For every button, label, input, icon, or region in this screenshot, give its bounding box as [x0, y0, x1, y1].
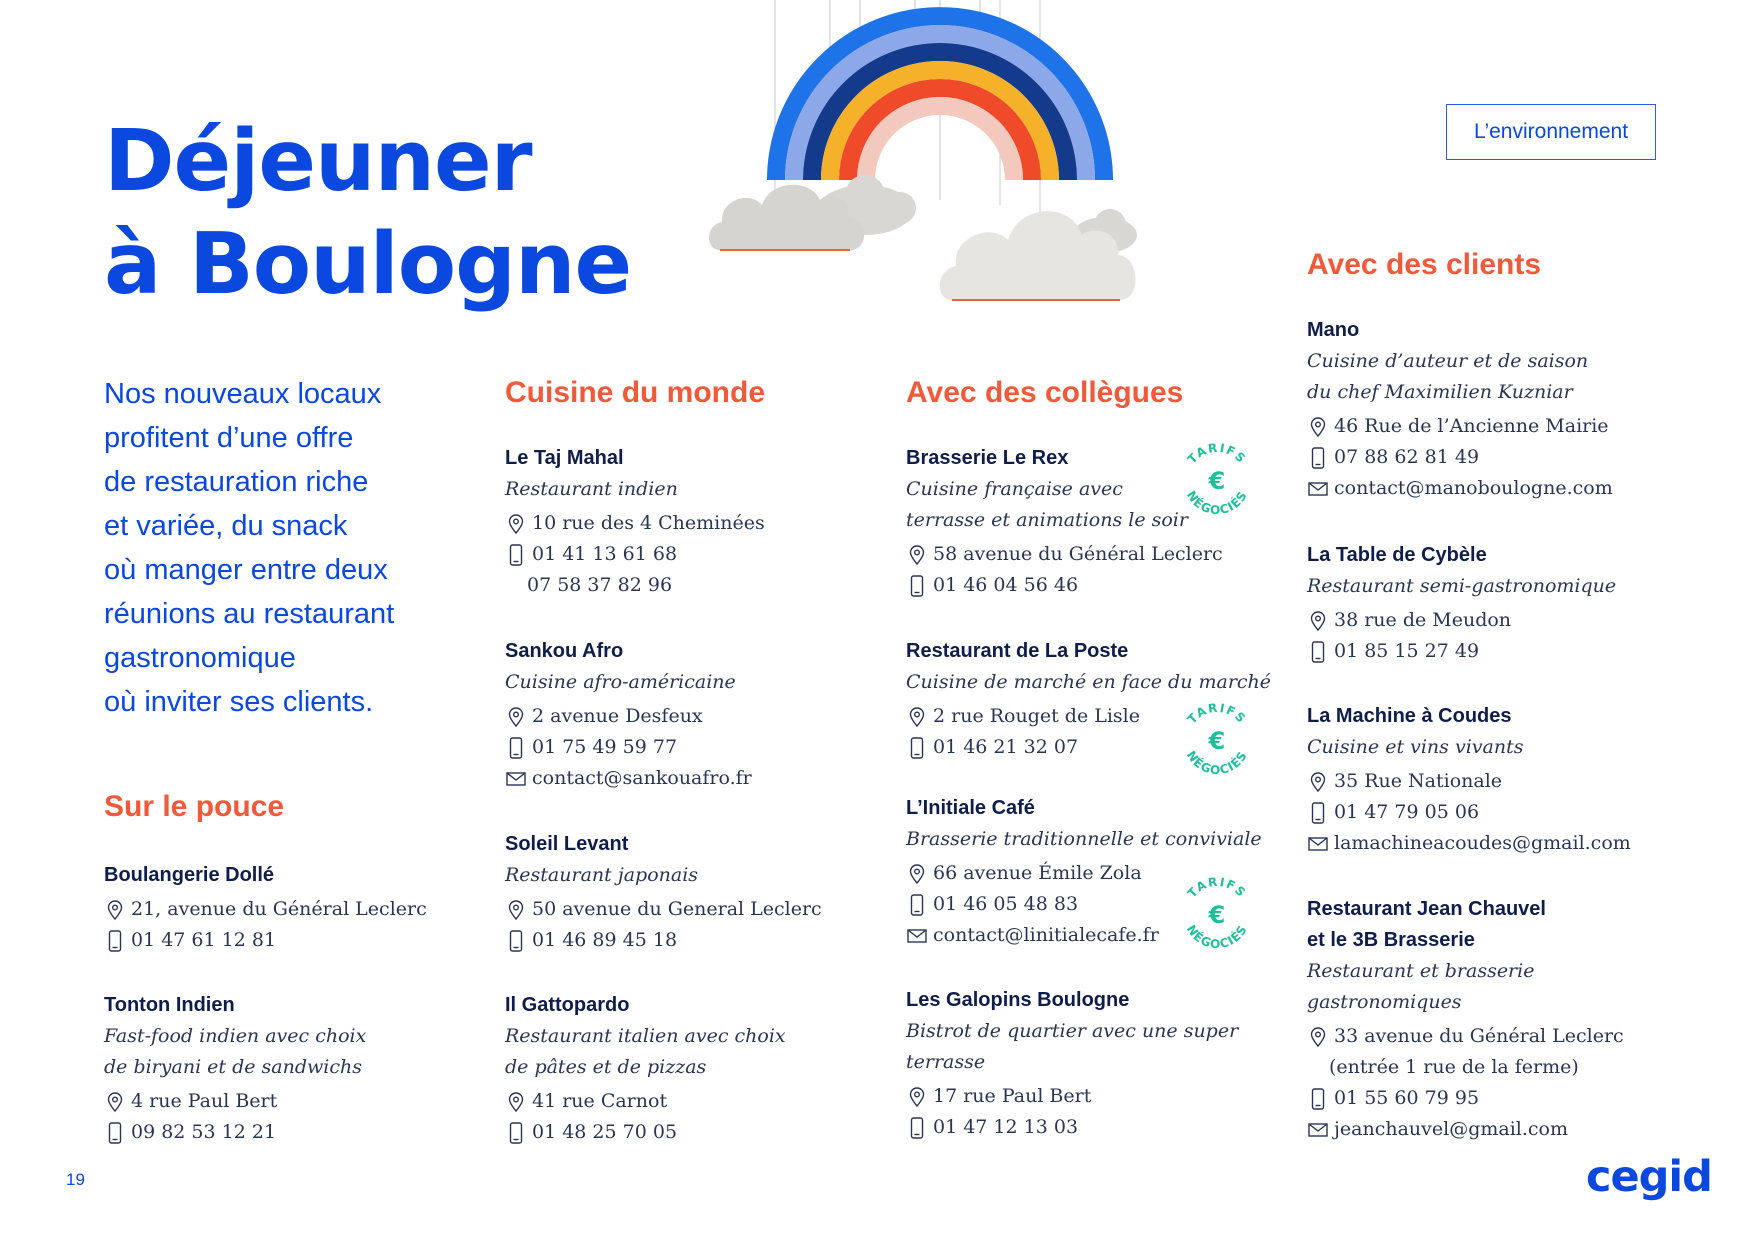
phone-line — [1307, 636, 1667, 667]
restaurant-description: gastronomiques — [1307, 991, 1462, 1013]
restaurant-description: Cuisine d’auteur et de saison — [1307, 350, 1589, 372]
location-pin-icon — [1307, 416, 1329, 438]
mail-icon — [906, 925, 928, 947]
location-pin-icon — [1307, 771, 1329, 793]
restaurant-name: Mano — [1307, 319, 1360, 341]
address-line — [505, 894, 865, 925]
phone-icon — [1307, 1088, 1329, 1110]
svg-text:TARIFS — [1185, 875, 1249, 901]
restaurant-phone: 01 46 04 56 46 — [933, 574, 1079, 596]
restaurant-phone: 01 48 25 70 05 — [532, 1121, 678, 1143]
address-line — [1307, 1021, 1667, 1052]
restaurant-description: terrasse et animations le soir — [906, 509, 1188, 531]
restaurant-description: du chef Maximilien Kuzniar — [1307, 381, 1573, 403]
restaurant-address: 66 avenue Émile Zola — [933, 862, 1142, 884]
restaurant-email[interactable]: lamachineacoudes@gmail.com — [1334, 832, 1631, 854]
address-line — [104, 1086, 464, 1117]
phone-line — [505, 732, 865, 763]
location-pin-icon — [1307, 610, 1329, 632]
cegid-logo: cegid — [1586, 1152, 1712, 1202]
location-pin-icon — [906, 863, 928, 885]
stamp-bottom-text: NÉGOCIÉS — [1183, 748, 1251, 778]
restaurant-address: 46 Rue de l’Ancienne Mairie — [1334, 415, 1609, 437]
section-title-collegues: Avec des collègues — [906, 376, 1184, 409]
intro-line: gastronomique — [104, 642, 296, 674]
phone-line — [505, 539, 865, 570]
restaurant-email[interactable]: jeanchauvel@gmail.com — [1334, 1118, 1568, 1140]
restaurant-description: Restaurant indien — [505, 478, 678, 500]
section-title-cuisine-du-monde: Cuisine du monde — [505, 376, 766, 409]
phone-icon — [906, 737, 928, 759]
restaurant-name: Restaurant de La Poste — [906, 640, 1129, 662]
section-title-sur-le-pouce: Sur le pouce — [104, 790, 285, 823]
intro-line: où inviter ses clients. — [104, 686, 374, 718]
intro-line: réunions au restaurant — [104, 598, 395, 630]
mail-icon — [1307, 833, 1329, 855]
restaurant-phone: 01 46 21 32 07 — [933, 736, 1079, 758]
restaurant-name: Il Gattopardo — [505, 994, 630, 1016]
phone-line — [1307, 442, 1667, 473]
phone-line-secondary — [505, 570, 865, 601]
address-line — [906, 539, 1266, 570]
title-line-2: à Boulogne — [104, 215, 632, 314]
phone-line — [906, 570, 1266, 601]
stamp-top-text: TARIFS — [1184, 700, 1250, 727]
email-line — [1307, 828, 1667, 859]
phone-line — [906, 1112, 1266, 1143]
restaurant-description: Cuisine et vins vivants — [1307, 736, 1524, 758]
euro-icon: € — [1208, 467, 1226, 495]
mail-icon — [1307, 478, 1329, 500]
svg-text:TARIFS — [1185, 701, 1249, 727]
restaurant-entry — [505, 990, 865, 1148]
intro-line: profitent d’une offre — [104, 422, 354, 454]
restaurant-phone: 01 47 12 13 03 — [933, 1116, 1079, 1138]
euro-icon: € — [1208, 727, 1226, 755]
phone-icon — [104, 1122, 126, 1144]
restaurant-address: 38 rue de Meudon — [1334, 609, 1512, 631]
email-line — [1307, 473, 1667, 504]
restaurant-email[interactable]: contact@manoboulogne.com — [1334, 477, 1613, 499]
location-pin-icon — [906, 1086, 928, 1108]
phone-line — [104, 1117, 464, 1148]
stamp-top-text: TARIFS — [1184, 440, 1250, 467]
restaurant-description: Cuisine de marché en face du marché — [906, 671, 1272, 693]
restaurant-name: et le 3B Brasserie — [1307, 929, 1475, 951]
restaurant-description: Restaurant japonais — [505, 864, 699, 886]
restaurant-description: Cuisine afro-américaine — [505, 671, 736, 693]
location-pin-icon — [505, 706, 527, 728]
intro-line: où manger entre deux — [104, 554, 388, 586]
intro-text — [104, 372, 464, 724]
restaurant-description: Restaurant et brasserie — [1307, 960, 1535, 982]
restaurant-name: Le Taj Mahal — [505, 447, 624, 469]
restaurant-email[interactable]: contact@sankouafro.fr — [532, 767, 752, 789]
phone-icon — [906, 894, 928, 916]
euro-icon: € — [1208, 901, 1226, 929]
phone-icon — [505, 544, 527, 566]
restaurant-description: Brasserie traditionnelle et conviviale — [906, 828, 1262, 850]
restaurant-name: L’Initiale Café — [906, 797, 1035, 819]
page-number: 19 — [66, 1170, 85, 1189]
stamp-bottom-text: NÉGOCIÉS — [1183, 488, 1251, 518]
phone-icon — [104, 930, 126, 952]
tarifs-negocies-stamp — [1176, 874, 1258, 956]
restaurant-description: Cuisine française avec — [906, 478, 1123, 500]
restaurant-description: de pâtes et de pizzas — [505, 1056, 707, 1078]
location-pin-icon — [906, 544, 928, 566]
phone-icon — [906, 1117, 928, 1139]
stamp-bottom-text: NÉGOCIÉS — [1183, 922, 1251, 952]
restaurant-description: Fast-food indien avec choix — [104, 1025, 367, 1047]
restaurant-address: 21, avenue du Général Leclerc — [131, 898, 427, 920]
intro-line: de restauration riche — [104, 466, 369, 498]
restaurant-name: Soleil Levant — [505, 833, 629, 855]
email-line — [1307, 1114, 1667, 1145]
restaurant-phone: 09 82 53 12 21 — [131, 1121, 277, 1143]
address-line — [505, 508, 865, 539]
restaurant-address: 41 rue Carnot — [532, 1090, 668, 1112]
restaurant-address: 2 avenue Desfeux — [532, 705, 703, 727]
address-line — [906, 1081, 1266, 1112]
restaurant-entry — [906, 985, 1266, 1143]
restaurant-address: 35 Rue Nationale — [1334, 770, 1503, 792]
address-line — [505, 1086, 865, 1117]
address-line-secondary — [1307, 1052, 1667, 1083]
location-pin-icon — [505, 899, 527, 921]
phone-icon — [1307, 641, 1329, 663]
restaurant-email[interactable]: contact@linitialecafe.fr — [933, 924, 1159, 946]
section-badge: L’environnement — [1446, 104, 1656, 160]
tarifs-negocies-stamp — [1176, 440, 1258, 522]
restaurant-address: 50 avenue du General Leclerc — [532, 898, 822, 920]
phone-line — [1307, 797, 1667, 828]
section-title-clients: Avec des clients — [1307, 248, 1542, 281]
restaurant-phone: 01 47 61 12 81 — [131, 929, 277, 951]
address-line — [104, 894, 464, 925]
phone-icon — [505, 737, 527, 759]
restaurant-name: La Machine à Coudes — [1307, 705, 1512, 727]
location-pin-icon — [505, 1091, 527, 1113]
phone-line — [104, 925, 464, 956]
restaurant-phone: 01 41 13 61 68 — [532, 543, 678, 565]
restaurant-phone: 07 88 62 81 49 — [1334, 446, 1480, 468]
restaurant-name: Tonton Indien — [104, 994, 235, 1016]
phone-line — [1307, 1083, 1667, 1114]
restaurant-address-2: (entrée 1 rue de la ferme) — [1329, 1056, 1579, 1078]
email-line — [505, 763, 865, 794]
title-line-1: Déjeuner — [104, 112, 532, 211]
restaurant-entry — [104, 990, 464, 1148]
restaurant-entry — [1307, 701, 1667, 859]
phone-icon — [1307, 447, 1329, 469]
address-line — [1307, 605, 1667, 636]
location-pin-icon — [1307, 1026, 1329, 1048]
restaurant-description: Restaurant italien avec choix — [505, 1025, 786, 1047]
rainbow-illustration — [700, 0, 1180, 330]
restaurant-entry — [505, 636, 865, 794]
restaurant-description: Restaurant semi-gastronomique — [1307, 575, 1617, 597]
restaurant-phone: 01 47 79 05 06 — [1334, 801, 1480, 823]
mail-icon — [505, 768, 527, 790]
stamp-top-text: TARIFS — [1184, 874, 1250, 901]
tarifs-negocies-stamp — [1176, 700, 1258, 782]
phone-icon — [505, 930, 527, 952]
phone-icon — [906, 575, 928, 597]
restaurant-address: 4 rue Paul Bert — [131, 1090, 278, 1112]
phone-icon — [505, 1122, 527, 1144]
restaurant-address: 17 rue Paul Bert — [933, 1085, 1092, 1107]
phone-line — [505, 1117, 865, 1148]
intro-line: et variée, du snack — [104, 510, 348, 542]
location-pin-icon — [906, 706, 928, 728]
page-title — [104, 110, 631, 316]
restaurant-name: Restaurant Jean Chauvel — [1307, 898, 1546, 920]
restaurant-entry — [1307, 540, 1667, 667]
restaurant-name: Brasserie Le Rex — [906, 447, 1069, 469]
restaurant-address: 10 rue des 4 Cheminées — [532, 512, 765, 534]
restaurant-address: 33 avenue du Général Leclerc — [1334, 1025, 1624, 1047]
svg-text:TARIFS — [1185, 441, 1249, 467]
restaurant-description: terrasse — [906, 1051, 986, 1073]
restaurant-address: 2 rue Rouget de Lisle — [933, 705, 1141, 727]
restaurant-name: Sankou Afro — [505, 640, 624, 662]
location-pin-icon — [104, 899, 126, 921]
restaurant-entry — [104, 860, 464, 956]
restaurant-entry — [1307, 315, 1667, 504]
restaurant-name: La Table de Cybèle — [1307, 544, 1487, 566]
restaurant-phone-2: 07 58 37 82 96 — [527, 574, 673, 596]
location-pin-icon — [104, 1091, 126, 1113]
restaurant-phone: 01 46 89 45 18 — [532, 929, 678, 951]
phone-line — [505, 925, 865, 956]
restaurant-description: de biryani et de sandwichs — [104, 1056, 362, 1078]
restaurant-address: 58 avenue du Général Leclerc — [933, 543, 1223, 565]
restaurant-entry — [505, 443, 865, 601]
mail-icon — [1307, 1119, 1329, 1141]
restaurant-entry — [1307, 894, 1667, 1145]
restaurant-phone: 01 85 15 27 49 — [1334, 640, 1480, 662]
restaurant-phone: 01 75 49 59 77 — [532, 736, 678, 758]
address-line — [1307, 411, 1667, 442]
restaurant-phone: 01 55 60 79 95 — [1334, 1087, 1480, 1109]
intro-line: Nos nouveaux locaux — [104, 378, 382, 410]
location-pin-icon — [505, 513, 527, 535]
address-line — [1307, 766, 1667, 797]
phone-icon — [1307, 802, 1329, 824]
restaurant-name: Les Galopins Boulogne — [906, 989, 1130, 1011]
restaurant-name: Boulangerie Dollé — [104, 864, 275, 886]
restaurant-entry — [505, 829, 865, 956]
address-line — [505, 701, 865, 732]
restaurant-description: Bistrot de quartier avec une super — [906, 1020, 1239, 1042]
restaurant-phone: 01 46 05 48 83 — [933, 893, 1079, 915]
